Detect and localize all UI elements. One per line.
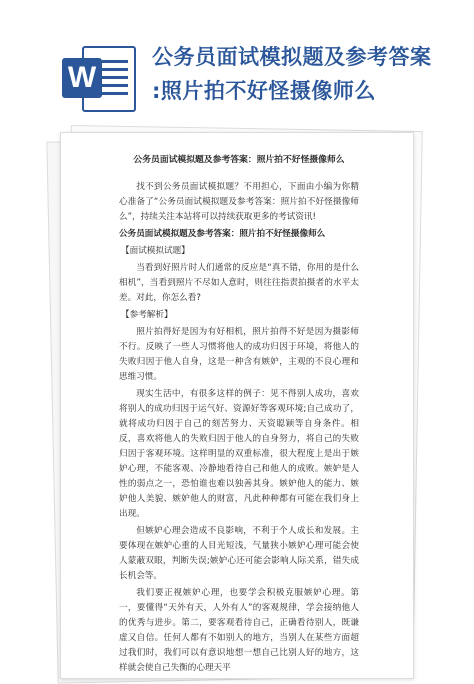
page-title-line2: :照片拍不好怪摄像师么 <box>152 79 376 103</box>
document-header <box>0 0 474 120</box>
word-icon-badge: W <box>62 58 102 98</box>
question-tag: 【面试模拟试题】 <box>121 246 190 256</box>
document-subheading: 公务员面试模拟题及参考答案：照片拍不好怪摄像师么 <box>119 229 326 239</box>
answer-paragraph: 但嫉妒心理会造成不良影响，不利于个人成长和发展。主要体现在嫉妒心重的人目光短浅，气量狭小嫉妒心理可能会使人蒙蔽双眼，判断失误;嫉妒心还可能会影响人际关系，错失成长机会等。 <box>119 526 359 581</box>
answer-paragraph: 照片拍得好是因为有好相机，照片拍得不好是因为摄影师不行。反映了一些人习惯将他人的成功归因于环境，将他人的失败归因于他人自身，这是一种含有嫉妒，主观的不良心理和思维习惯。 <box>119 327 359 382</box>
page-title <box>152 40 470 108</box>
document-heading: 公务员面试模拟题及参考答案：照片拍不好怪摄像师么 <box>133 155 345 165</box>
answer-paragraph: 现实生活中，有很多这样的例子：见不得别人成功，喜欢将别人的成功归因于运气好、资源好等客观环境;自己成功了，就将成功归因于自己的刻苦努力、天资聪颖等自身条件。相反，喜欢将他人的失败归因于他人的自身努力，将自己的失败归因于客观环境。这样明显的双重标准，很大程度上是出于嫉妒心理，不能客观、冷静地看待自己和他人的成败。嫉妒是人性的弱点之一，恐怕谁也难以独善其身。嫉妒他人的能力、嫉妒他人美貌、嫉妒他人的财富，凡此种种都有可能在我们身上出现。 <box>119 389 359 519</box>
page-title-line1: 公务员面试模拟题及参考答案 <box>152 45 432 69</box>
intro-paragraph: 找不到公务员面试模拟题？不用担心，下面由小编为你精心准备了“公务员面试模拟题及参考答案：照片拍不好怪摄像师么”，持续关注本站将可以持续获取更多的考试资讯! <box>119 182 359 222</box>
document-preview <box>60 132 420 673</box>
document-body <box>119 153 359 678</box>
question-paragraph: 当看到好照片时人们通常的反应是“真不错，你用的是什么相机”，当看到照片不尽如人意时，则往往指责拍摄者的水平太差。对此，你怎么看? <box>119 263 359 303</box>
answer-paragraph: 我们要正视嫉妒心理，也要学会积极克服嫉妒心理。第一，要懂得“天外有天，人外有人”的客观规律，学会接纳他人的优秀与进步。第二，要客观看待自己，正确看待别人，既谦虚又自信。任何人都有不如别人的地方，当别人在某些方面超过我们时，我们可以有意识地想一想自己比别人好的地方，这样就会使自己失衡的心理天平 <box>119 588 359 673</box>
paper-sheet-front <box>60 132 414 679</box>
answer-tag: 【参考解析】 <box>121 310 173 320</box>
word-icon <box>62 42 136 112</box>
